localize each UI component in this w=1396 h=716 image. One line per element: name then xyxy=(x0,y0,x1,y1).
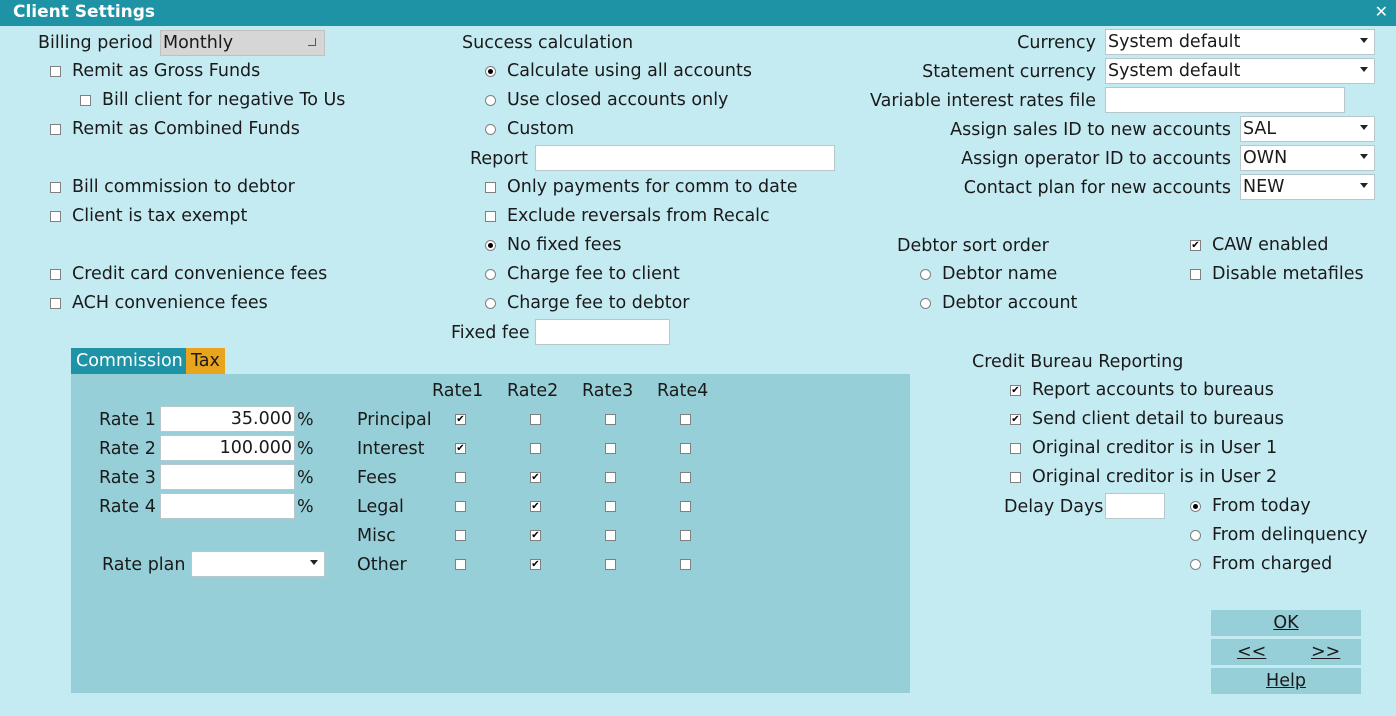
matrix-checkbox[interactable] xyxy=(605,472,616,483)
tab-tax[interactable]: Tax xyxy=(186,348,225,374)
rate-1-input[interactable] xyxy=(160,406,295,432)
matrix-checkbox[interactable] xyxy=(680,443,691,454)
matrix-checkbox[interactable] xyxy=(530,501,541,512)
matrix-checkbox[interactable] xyxy=(605,501,616,512)
matrix-checkbox[interactable] xyxy=(455,472,466,483)
sales-id-value: SAL xyxy=(1243,119,1277,139)
operator-id-value: OWN xyxy=(1243,148,1288,168)
matrix-row-label: Legal xyxy=(357,497,404,517)
matrix-row-label: Principal xyxy=(357,410,432,430)
send-detail-checkbox[interactable] xyxy=(1010,414,1021,425)
var-interest-input[interactable] xyxy=(1105,87,1345,113)
caw-enabled-checkbox[interactable] xyxy=(1190,240,1201,251)
report-accounts-label: Report accounts to bureaus xyxy=(1032,380,1274,400)
report-label: Report xyxy=(470,149,529,169)
matrix-checkbox[interactable] xyxy=(680,530,691,541)
tax-exempt-label: Client is tax exempt xyxy=(72,206,248,226)
chevron-down-icon xyxy=(1360,154,1368,159)
sort-account-radio[interactable] xyxy=(920,298,931,309)
bill-commission-label: Bill commission to debtor xyxy=(72,177,295,197)
rate-plan-select[interactable] xyxy=(191,551,325,577)
disable-metafiles-checkbox[interactable] xyxy=(1190,269,1201,280)
matrix-checkbox[interactable] xyxy=(530,472,541,483)
matrix-header-rate1: Rate1 xyxy=(432,381,484,401)
orig-user1-checkbox[interactable] xyxy=(1010,443,1021,454)
nav-buttons xyxy=(1211,639,1361,665)
billing-period-label: Billing period xyxy=(38,33,153,53)
bureau-title: Credit Bureau Reporting xyxy=(972,352,1184,372)
remit-combined-label: Remit as Combined Funds xyxy=(72,119,300,139)
exclude-reversals-checkbox[interactable] xyxy=(485,211,496,222)
prev-button[interactable]: << xyxy=(1237,642,1267,662)
caw-enabled-label: CAW enabled xyxy=(1212,235,1329,255)
operator-id-label: Assign operator ID to accounts xyxy=(961,149,1231,169)
close-icon[interactable]: ✕ xyxy=(1374,2,1388,21)
matrix-checkbox[interactable] xyxy=(605,414,616,425)
remit-gross-label: Remit as Gross Funds xyxy=(72,61,261,81)
calc-all-label: Calculate using all accounts xyxy=(507,61,752,81)
rate-3-input[interactable] xyxy=(160,464,295,490)
matrix-checkbox[interactable] xyxy=(455,530,466,541)
rate-1-label: Rate 1 xyxy=(99,410,156,430)
currency-value: System default xyxy=(1108,32,1241,52)
sort-account-label: Debtor account xyxy=(942,293,1078,313)
fee-debtor-radio[interactable] xyxy=(485,298,496,309)
from-charged-radio[interactable] xyxy=(1190,559,1201,570)
no-fixed-fees-label: No fixed fees xyxy=(507,235,622,255)
fee-debtor-label: Charge fee to debtor xyxy=(507,293,690,313)
matrix-checkbox[interactable] xyxy=(680,559,691,570)
matrix-checkbox[interactable] xyxy=(605,559,616,570)
ok-button-label: OK xyxy=(1273,613,1299,633)
rate-3-label: Rate 3 xyxy=(99,468,156,488)
contact-plan-select[interactable] xyxy=(1240,174,1375,200)
var-interest-label: Variable interest rates file xyxy=(870,91,1096,111)
sort-name-label: Debtor name xyxy=(942,264,1058,284)
chevron-down-icon xyxy=(1360,38,1368,43)
closed-only-label: Use closed accounts only xyxy=(507,90,729,110)
ok-button[interactable] xyxy=(1211,610,1361,636)
matrix-checkbox[interactable] xyxy=(680,501,691,512)
delay-days-input[interactable] xyxy=(1105,493,1165,519)
rate-4-input[interactable] xyxy=(160,493,295,519)
rate-2-label: Rate 2 xyxy=(99,439,156,459)
send-detail-label: Send client detail to bureaus xyxy=(1032,409,1284,429)
bill-negative-label: Bill client for negative To Us xyxy=(102,90,346,110)
chevron-down-icon xyxy=(1360,183,1368,188)
chevron-down-icon xyxy=(1360,67,1368,72)
remit-combined-checkbox[interactable] xyxy=(50,124,61,135)
chevron-down-icon xyxy=(308,38,316,46)
bill-negative-checkbox[interactable] xyxy=(80,95,91,106)
exclude-reversals-label: Exclude reversals from Recalc xyxy=(507,206,770,226)
currency-label: Currency xyxy=(1017,33,1096,53)
matrix-checkbox[interactable] xyxy=(605,530,616,541)
report-input[interactable] xyxy=(535,145,835,171)
orig-user2-checkbox[interactable] xyxy=(1010,472,1021,483)
disable-metafiles-label: Disable metafiles xyxy=(1212,264,1364,284)
next-button[interactable]: >> xyxy=(1311,642,1341,662)
help-button[interactable] xyxy=(1211,668,1361,694)
stmt-currency-label: Statement currency xyxy=(922,62,1096,82)
matrix-checkbox[interactable] xyxy=(455,559,466,570)
matrix-header-rate2: Rate2 xyxy=(507,381,559,401)
success-calc-title: Success calculation xyxy=(462,33,634,53)
fixed-fee-label: Fixed fee xyxy=(451,323,530,343)
cc-fees-checkbox[interactable] xyxy=(50,269,61,280)
cc-fees-label: Credit card convenience fees xyxy=(72,264,328,284)
matrix-header-rate4: Rate4 xyxy=(657,381,709,401)
tax-exempt-checkbox[interactable] xyxy=(50,211,61,222)
window-title: Client Settings xyxy=(13,2,156,22)
rate-4-label: Rate 4 xyxy=(99,497,156,517)
rate-4-pct: % xyxy=(297,497,314,517)
operator-id-select[interactable] xyxy=(1240,145,1375,171)
calc-all-radio[interactable] xyxy=(485,66,496,77)
contact-plan-value: NEW xyxy=(1243,177,1285,197)
matrix-checkbox[interactable] xyxy=(530,414,541,425)
ach-fees-checkbox[interactable] xyxy=(50,298,61,309)
matrix-checkbox[interactable] xyxy=(680,472,691,483)
commission-panel xyxy=(71,374,910,693)
matrix-checkbox[interactable] xyxy=(455,443,466,454)
from-today-label: From today xyxy=(1212,496,1311,516)
bill-commission-checkbox[interactable] xyxy=(50,182,61,193)
ach-fees-label: ACH convenience fees xyxy=(72,293,268,313)
rate-2-value: 100.000 xyxy=(219,438,292,458)
matrix-checkbox[interactable] xyxy=(455,501,466,512)
delay-days-label: Delay Days xyxy=(1004,497,1104,517)
matrix-checkbox[interactable] xyxy=(530,530,541,541)
from-today-radio[interactable] xyxy=(1190,501,1201,512)
no-fixed-fees-radio[interactable] xyxy=(485,240,496,251)
fee-client-radio[interactable] xyxy=(485,269,496,280)
sort-order-title: Debtor sort order xyxy=(897,236,1049,256)
help-button-label: Help xyxy=(1266,671,1306,691)
from-delinquency-radio[interactable] xyxy=(1190,530,1201,541)
billing-period-select[interactable] xyxy=(160,30,325,56)
custom-radio[interactable] xyxy=(485,124,496,135)
matrix-header-rate3: Rate3 xyxy=(582,381,634,401)
closed-only-radio[interactable] xyxy=(485,95,496,106)
rate-1-value: 35.000 xyxy=(230,409,292,429)
title-bar xyxy=(0,0,1396,26)
billing-period-value: Monthly xyxy=(163,33,234,53)
from-charged-label: From charged xyxy=(1212,554,1333,574)
fee-client-label: Charge fee to client xyxy=(507,264,680,284)
matrix-row-label: Fees xyxy=(357,468,397,488)
matrix-checkbox[interactable] xyxy=(530,443,541,454)
fixed-fee-input[interactable] xyxy=(535,319,670,345)
orig-user2-label: Original creditor is in User 2 xyxy=(1032,467,1278,487)
remit-gross-checkbox[interactable] xyxy=(50,66,61,77)
tab-commission[interactable]: Commission xyxy=(71,348,188,374)
only-payments-checkbox[interactable] xyxy=(485,182,496,193)
rate-2-pct: % xyxy=(297,439,314,459)
orig-user1-label: Original creditor is in User 1 xyxy=(1032,438,1278,458)
currency-select[interactable] xyxy=(1105,29,1375,55)
stmt-currency-select[interactable] xyxy=(1105,58,1375,84)
contact-plan-label: Contact plan for new accounts xyxy=(963,178,1231,198)
matrix-row-label: Misc xyxy=(357,526,396,546)
matrix-row-label: Interest xyxy=(357,439,425,459)
custom-label: Custom xyxy=(507,119,575,139)
from-delinquency-label: From delinquency xyxy=(1212,525,1368,545)
matrix-checkbox[interactable] xyxy=(680,414,691,425)
rate-plan-label: Rate plan xyxy=(102,555,186,575)
sales-id-select[interactable] xyxy=(1240,116,1375,142)
matrix-row-label: Other xyxy=(357,555,407,575)
matrix-checkbox[interactable] xyxy=(455,414,466,425)
rate-1-pct: % xyxy=(297,410,314,430)
stmt-currency-value: System default xyxy=(1108,61,1241,81)
sort-name-radio[interactable] xyxy=(920,269,931,280)
rate-3-pct: % xyxy=(297,468,314,488)
chevron-down-icon xyxy=(1360,125,1368,130)
sales-id-label: Assign sales ID to new accounts xyxy=(950,120,1231,140)
matrix-checkbox[interactable] xyxy=(605,443,616,454)
report-accounts-checkbox[interactable] xyxy=(1010,385,1021,396)
rate-2-input[interactable] xyxy=(160,435,295,461)
matrix-checkbox[interactable] xyxy=(530,559,541,570)
chevron-down-icon xyxy=(310,560,318,565)
only-payments-label: Only payments for comm to date xyxy=(507,177,798,197)
